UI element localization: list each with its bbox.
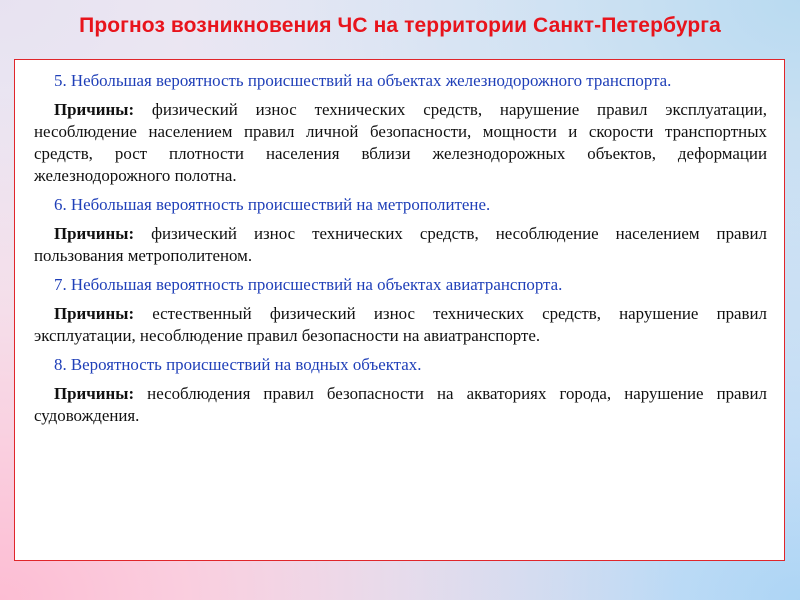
slide-title: Прогноз возникновения ЧС на территории Санкт-Петербурга xyxy=(79,14,721,37)
reasons-label: Причины: xyxy=(54,304,135,323)
item-reasons xyxy=(34,99,767,187)
item-reasons xyxy=(34,383,767,427)
item-heading: 5. Небольшая вероятность происшествий на объектах железнодорожного транспорта. xyxy=(54,71,672,90)
reasons-text: физический износ технических средств, нарушение правил эксплуатации, несоблюдение населением правил личной безопасности, мощности и скорости транспортных средств, рост плотности населения вблизи железнодорожных объектов, деформации железнодорожного полотна. xyxy=(34,100,767,185)
reasons-label: Причины: xyxy=(54,100,135,119)
item-heading: 8. Вероятность происшествий на водных объектах. xyxy=(54,355,422,374)
reasons-text: несоблюдения правил безопасности на акваториях города, нарушение правил судовождения. xyxy=(34,384,767,425)
reasons-label: Причины: xyxy=(54,224,135,243)
item-reasons xyxy=(34,223,767,267)
item-heading: 7. Небольшая вероятность происшествий на объектах авиатранспорта. xyxy=(54,275,563,294)
reasons-text: естественный физический износ технических средств, нарушение правил эксплуатации, несоблюдение правил безопасности на авиатранспорте. xyxy=(34,304,767,345)
content-box xyxy=(14,59,785,561)
item-reasons xyxy=(34,303,767,347)
reasons-text: физический износ технических средств, несоблюдение населением правил пользования метрополитеном. xyxy=(34,224,767,265)
item-heading: 6. Небольшая вероятность происшествий на метрополитене. xyxy=(54,195,491,214)
reasons-label: Причины: xyxy=(54,384,135,403)
